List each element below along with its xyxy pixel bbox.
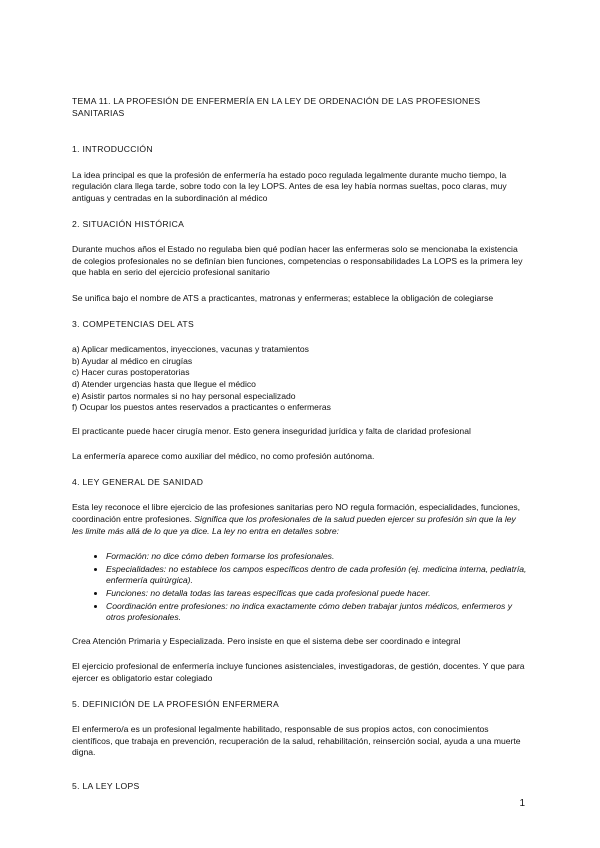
list-item: f) Ocupar los puestos antes reservados a practicantes o enfermeras: [72, 402, 331, 413]
ley-sanidad-bullets: [72, 551, 528, 624]
section-heading-introduccion: 1. INTRODUCCIÓN: [72, 144, 153, 155]
paragraph: El practicante puede hacer cirugía menor. Esto genera inseguridad jurídica y falta de claridad profesional: [72, 425, 471, 436]
list-item: e) Asistir partos normales si no hay personal especializado: [72, 390, 296, 401]
list-item: c) Hacer curas postoperatorias: [72, 367, 190, 378]
paragraph: Durante muchos años el Estado no regulaba bien qué podían hacer las enfermeras solo se mencionaba la existencia de colegios profesionales no se definían bien funciones, competencias o responsabilidades La LOPS es la primera ley que habla en serio del ejercicio profesional sanitario: [72, 244, 523, 278]
section-heading-definicion: 5. DEFINICIÓN DE LA PROFESIÓN ENFERMERA: [72, 698, 280, 709]
intro-italic-text: Significa que los profesionales de la salud pueden ejercer su profesión sin que la ley les limite más allá de lo que ya dice. La ley no entra en detalles sobre:: [72, 514, 516, 536]
paragraph: Crea Atención Primaria y Especializada. Pero insiste en que el sistema debe ser coordinado e integral: [72, 635, 461, 646]
competencias-list: [72, 344, 528, 414]
paragraph: [72, 502, 528, 537]
document-body: [72, 96, 528, 807]
section-heading-ley-lops: 5. LA LEY LOPS: [72, 780, 140, 791]
page-number: 1: [519, 798, 525, 809]
section-heading-ley-general-sanidad: 4. LEY GENERAL DE SANIDAD: [72, 476, 204, 487]
section-heading-situacion-historica: 2. SITUACIÓN HISTÓRICA: [72, 218, 185, 229]
bullet-item: • Coordinación entre profesiones: no indica exactamente cómo deben trabajar juntos médicos, enfermeros y otros profesionales.: [106, 601, 528, 624]
bullet-item: • Especialidades: no establece los campos específicos dentro de cada profesión (ej. medicina interna, pediatría, enfermería quirúrgica).: [106, 564, 528, 587]
paragraph: La idea principal es que la profesión de enfermería ha estado poco regulada legalmente durante mucho tiempo, la regulación clara llega tarde, sobre todo con la ley LOPS. Antes de esa ley había normas sueltas, poco claras, muy antiguas y centradas en la subordinación al médico: [72, 169, 507, 203]
paragraph: El enfermero/a es un profesional legalmente habilitado, responsable de sus propios actos, con conocimientos científicos, que trabaja en prevención, recuperación de la salud, rehabilitación, reinserción social, ayuda a una muerte digna.: [72, 724, 521, 758]
paragraph: Se unifica bajo el nombre de ATS a practicantes, matronas y enfermeras; establece la obligación de colegiarse: [72, 292, 494, 303]
list-item: d) Atender urgencias hasta que llegue el médico: [72, 378, 256, 389]
paragraph: La enfermería aparece como auxiliar del médico, no como profesión autónoma.: [72, 451, 375, 462]
paragraph: El ejercicio profesional de enfermería incluye funciones asistenciales, investigadoras, de gestión, docentes. Y que para ejercer es obligatorio estar colegiado: [72, 661, 525, 683]
section-heading-competencias: 3. COMPETENCIAS DEL ATS: [72, 318, 194, 329]
bullet-item: • Funciones: no detalla todas las tareas específicas que cada profesional puede hacer.: [106, 588, 528, 600]
list-item: b) Ayudar al médico en cirugías: [72, 355, 193, 366]
list-item: a) Aplicar medicamentos, inyecciones, vacunas y tratamientos: [72, 344, 309, 355]
document-title: TEMA 11. LA PROFESIÓN DE ENFERMERÍA EN LA LEY DE ORDENACIÓN DE LAS PROFESIONES SANITARIAS: [72, 96, 481, 118]
intro-text: Esta ley reconoce el libre ejercicio de las profesiones sanitarias pero NO regula formación, especialidades, funciones, coordinación entre profesiones.: [72, 502, 521, 525]
bullet-item: • Formación: no dice cómo deben formarse los profesionales.: [106, 551, 528, 563]
